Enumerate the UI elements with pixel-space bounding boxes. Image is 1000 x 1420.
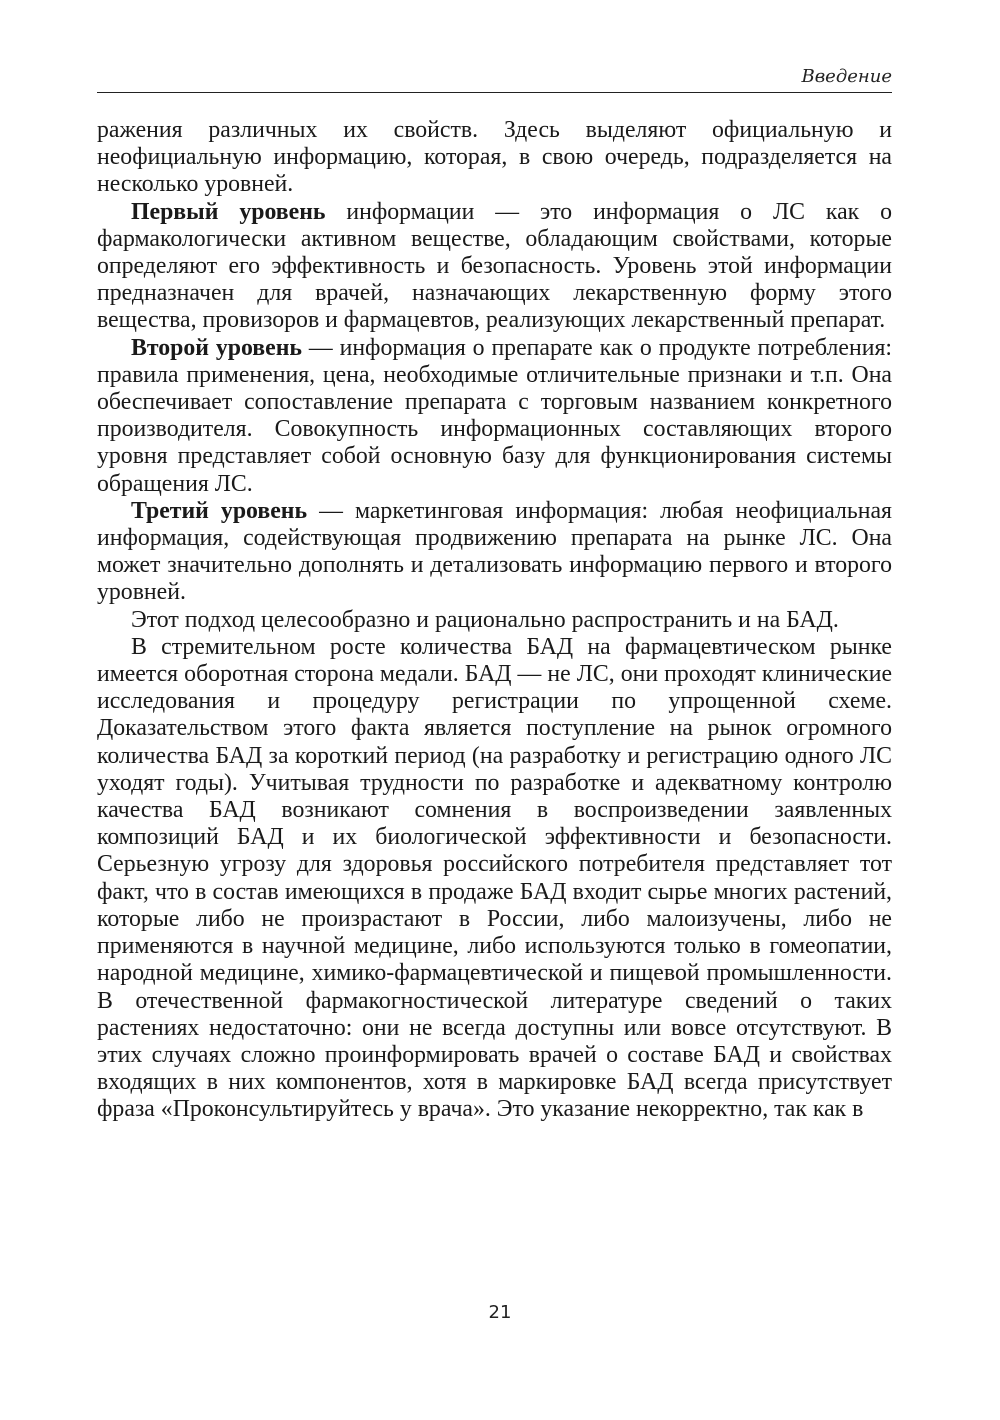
paragraph-text: В стремительном росте количества БАД на фармацевтическом рынке имеется оборотная сторона медали. БАД — не ЛС, они проходят клинические исследования и процедуру регистрации по упрощенной схеме. Доказательством этого факта является поступление на рынок огромного количества БАД за короткий период (на разработку и регистрацию одного ЛС уходят годы). Учитывая трудности по разработке и адекватному контролю качества БАД возникают сомнения в воспроизведении заявленных композиций БАД и их биологической эффективности и безопасности. Серьезную угрозу для здоровья российского потребителя представляет тот факт, что в состав имеющихся в продаже БАД входит сырье многих растений, которые либо не произрастают в России, либо малоизучены, либо не применяются в научной медицине, либо используются только в гомеопатии, народной медицине, химико-фармацевтической и пищевой промышленности. В отечественной фармакогностической литературе сведений о таких растениях недостаточно: они не всегда доступны или вовсе отсутствуют. В этих случаях сложно проинформировать врачей о составе БАД и свойствах входящих в них компонентов, хотя в маркировке БАД всегда присутствует фраза «Проконсультируйтесь у врача». Это указание некорректно, так как в [97, 633, 892, 1123]
paragraph-term: Второй уровень [131, 334, 303, 361]
paragraph-text: ражения различных их свойств. Здесь выделяют официальную и неофициальную информацию, которая, в свою очередь, подразделяется на несколько уровней. [97, 117, 892, 198]
body-text [97, 117, 892, 1124]
paragraph-third-level [97, 498, 892, 607]
paragraph-text: Этот подход целесообразно и рационально распространить и на БАД. [131, 606, 839, 633]
header-rule [97, 92, 892, 93]
paragraph-second-level [97, 335, 892, 498]
paragraph-text: — маркетинговая информация: любая неофициальная информация, содействующая продвижению препарата на рынке ЛС. Она может значительно дополнять и детализовать информацию первого и второго уровней. [97, 497, 892, 606]
paragraph-text: — информация о препарате как о продукте потребления: правила применения, цена, необходимые отличительные признаки и т.п. Она обеспечивает сопоставление препарата с торговым названием конкретного производителя. Совокупность информационных составляющих второго уровня представляет собой основную базу для функционирования системы обращения ЛС. [97, 334, 892, 497]
paragraph-bad-growth [97, 634, 892, 1124]
page-number: 21 [488, 1302, 512, 1323]
paragraph-first-level [97, 199, 892, 335]
paragraph-text: информации — это информация о ЛС как о фармакологически активном веществе, обладающим свойствами, которые определяют его эффективность и безопасность. Уровень этой информации предназначен для врачей, назначающих лекарственную форму этого вещества, провизоров и фармацевтов, реализующих лекарственный препарат. [97, 198, 892, 334]
paragraph-continuation [97, 117, 892, 199]
running-head-section-title: Введение [801, 66, 892, 87]
paragraph-term: Первый уровень [131, 198, 326, 225]
paragraph-term: Третий уровень [131, 497, 308, 524]
paragraph-approach [97, 607, 892, 634]
